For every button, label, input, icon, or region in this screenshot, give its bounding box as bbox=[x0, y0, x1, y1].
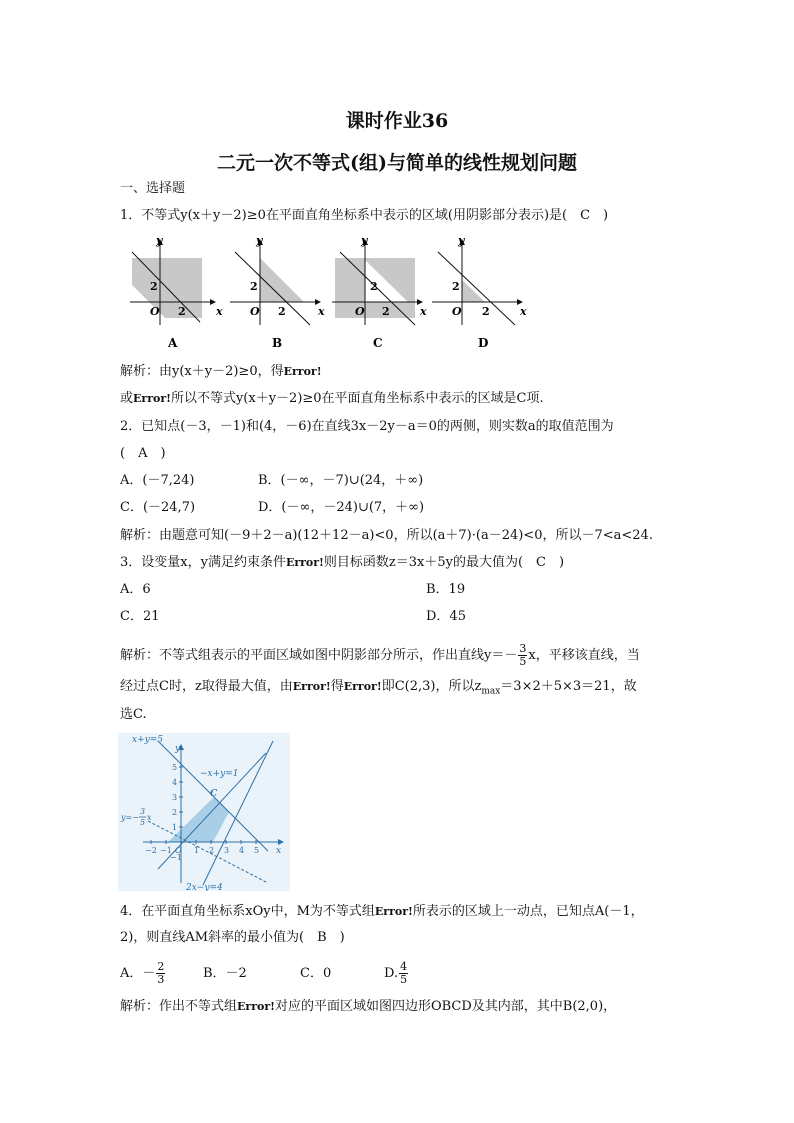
label-y-eq-neg-num: 3 bbox=[140, 807, 146, 816]
q1-graph-c-x-label: x bbox=[420, 305, 427, 318]
q3-option-d: D．45 bbox=[426, 609, 466, 624]
q3-analysis-2-b: 得 bbox=[330, 679, 344, 694]
q1-option-label-a: A bbox=[168, 336, 178, 350]
q1-graph-a-origin: O bbox=[150, 305, 160, 318]
x-tick-3: 3 bbox=[224, 846, 230, 855]
fraction bbox=[156, 961, 165, 986]
q1-graph-d-shade bbox=[462, 280, 485, 302]
q1-graph-b-line bbox=[235, 252, 310, 325]
q2-analysis: 解析：由题意可知(－9＋2－a)(12＋12－a)<0，所以(a＋7)·(a－24)<0，所以－7<a<24. bbox=[120, 528, 653, 543]
y-tick-2: 2 bbox=[172, 808, 178, 817]
q4-analysis-post: 对应的平面区域如图四边形OBCD及其内部，其中B(2,0)， bbox=[274, 999, 617, 1014]
q3-analysis-line-1 bbox=[120, 643, 640, 668]
q4-stem-1-pre: 4．在平面直角坐标系xOy中，M为不等式组 bbox=[120, 904, 375, 919]
q3-option-b: B．19 bbox=[426, 582, 466, 597]
q1-graph-a-x-tick: 2 bbox=[178, 305, 186, 318]
error-text: Error! bbox=[133, 392, 171, 405]
label-point-c: C bbox=[210, 789, 218, 799]
q1-option-label-d: D bbox=[478, 336, 489, 350]
label-neg-x-plus-y-eq-1: −x+y=1 bbox=[200, 769, 239, 779]
q1-option-label-c: C bbox=[373, 336, 383, 350]
q1-graph-b-y-tick: 2 bbox=[250, 280, 258, 293]
q1-graph-d bbox=[432, 240, 522, 325]
page-subtitle: 二元一次不等式(组)与简单的线性规划问题 bbox=[217, 152, 577, 174]
q1-analysis-line-1 bbox=[120, 363, 322, 381]
q1-graph-d-y-tick: 2 bbox=[452, 280, 460, 293]
q1-analysis-2-pre: 或 bbox=[120, 391, 134, 406]
x-tick-1: 1 bbox=[194, 846, 200, 855]
label-y-eq-neg-post: x bbox=[147, 813, 152, 822]
q4-stem-line-2: 2)，则直线AM斜率的最小值为( B ) bbox=[120, 930, 345, 945]
q1-graph-b-x-tick: 2 bbox=[278, 305, 286, 318]
q4-analysis-pre: 解析：作出不等式组 bbox=[120, 999, 238, 1014]
q2-option-d: D．(－∞，－24)∪(7，＋∞) bbox=[258, 500, 425, 515]
fraction-numerator: 4 bbox=[400, 960, 408, 973]
q1-analysis-2-post: 所以不等式y(x＋y－2)≥0在平面直角坐标系中表示的区域是C项. bbox=[170, 391, 544, 406]
q1-analysis-1-text: 解析：由y(x＋y－2)≥0，得 bbox=[120, 364, 284, 379]
q1-graph-b-x-label: x bbox=[318, 305, 325, 318]
y-tick-3: 3 bbox=[172, 793, 178, 802]
q1-graph-a-x-label: x bbox=[216, 305, 223, 318]
q1-graph-a bbox=[130, 240, 215, 325]
q2-answer: ( A ) bbox=[120, 446, 166, 461]
subscript-max: max bbox=[481, 686, 501, 697]
q2-stem: 2．已知点(－3，－1)和(4，－6)在直线3x－2y－a＝0的两侧，则实数a的取值范围为 bbox=[120, 419, 614, 434]
q3-option-c: C．21 bbox=[120, 609, 160, 624]
q3-option-a: A．6 bbox=[120, 582, 151, 597]
error-text: Error! bbox=[374, 905, 413, 918]
label-x-plus-y-eq-5: x+y=5 bbox=[132, 735, 163, 745]
x-tick-2: 2 bbox=[209, 846, 215, 855]
q4-option-c: C．0 bbox=[300, 966, 332, 981]
q1-graph-d-line bbox=[438, 252, 515, 325]
y-tick-5: 5 bbox=[172, 763, 178, 772]
label-y-eq-neg-pre: y=− bbox=[121, 813, 139, 822]
q4-option-a bbox=[120, 961, 166, 986]
q3-analysis-2-a: 经过点C时，z取得最大值，由 bbox=[120, 679, 293, 694]
fraction bbox=[518, 643, 527, 668]
q1-graph-b bbox=[230, 240, 320, 325]
q1-graph-c-y-tick: 2 bbox=[370, 280, 378, 293]
q4-stem-1-post: 所表示的区域上一动点，已知点A(－1， bbox=[412, 904, 644, 919]
q3-analysis-1-pre: 解析：不等式组表示的平面区域如图中阴影部分所示，作出直线y＝－ bbox=[120, 648, 518, 663]
q1-graph-a-y-tick: 2 bbox=[150, 280, 158, 293]
q4-option-d bbox=[384, 961, 409, 986]
label-x-axis: x bbox=[276, 846, 282, 856]
q1-stem: 1．不等式y(x＋y－2)≥0在平面直角坐标系中表示的区域(用阴影部分表示)是( C ) bbox=[120, 208, 609, 223]
q1-graph-c-x-tick: 2 bbox=[382, 305, 390, 318]
section-title: 一、选择题 bbox=[120, 181, 186, 196]
q4-option-a-pre: A．－ bbox=[120, 966, 156, 981]
label-y-eq-neg-den: 5 bbox=[140, 818, 146, 827]
fraction bbox=[399, 961, 408, 986]
q1-graph-b-shade bbox=[260, 258, 304, 302]
q1-graph-d-origin: O bbox=[452, 305, 462, 318]
q1-graph-c-origin: O bbox=[355, 305, 365, 318]
q1-option-label-b: B bbox=[272, 336, 283, 350]
q1-option-graphs bbox=[120, 230, 540, 355]
y-tick-1: 1 bbox=[172, 823, 178, 832]
q3-stem-pre: 3．设变量x，y满足约束条件 bbox=[120, 555, 286, 570]
q1-graph-a-y-label: y bbox=[156, 234, 163, 247]
y-tick-4: 4 bbox=[172, 778, 178, 787]
label-2x-minus-y-eq-4: 2x−y=4 bbox=[186, 883, 223, 891]
q3-analysis-2-c: 即C(2,3)，所以z bbox=[381, 679, 482, 694]
q1-graph-b-origin: O bbox=[250, 305, 260, 318]
q3-stem-post: 则目标函数z＝3x＋5y的最大值为( C ) bbox=[323, 555, 565, 570]
error-text: Error! bbox=[292, 680, 331, 693]
q1-graph-d-x-label: x bbox=[520, 305, 527, 318]
fraction-denominator: 5 bbox=[519, 655, 527, 668]
q1-graph-b-y-label: y bbox=[256, 234, 263, 247]
label-y-axis: y bbox=[175, 744, 181, 754]
q2-option-b: B．(－∞，－7)∪(24，＋∞) bbox=[258, 473, 424, 488]
error-text: Error! bbox=[283, 365, 322, 378]
fraction-numerator: 3 bbox=[519, 642, 527, 655]
origin-label: O bbox=[175, 846, 182, 855]
q4-option-d-pre: D. bbox=[384, 966, 399, 981]
q1-graph-d-y-label: y bbox=[458, 234, 465, 247]
x-tick-neg1: −1 bbox=[160, 846, 172, 855]
q2-option-a: A．(－7,24) bbox=[120, 473, 195, 488]
error-text: Error! bbox=[285, 556, 324, 569]
x-tick-5: 5 bbox=[254, 846, 260, 855]
error-text: Error! bbox=[237, 1000, 275, 1013]
q3-stem bbox=[120, 554, 564, 572]
q4-analysis bbox=[120, 998, 616, 1016]
q1-analysis-line-2 bbox=[120, 390, 544, 408]
page-title: 课时作业36 bbox=[345, 110, 449, 132]
fraction-denominator: 3 bbox=[157, 973, 165, 986]
x-tick-neg2: −2 bbox=[145, 846, 157, 855]
error-text: Error! bbox=[343, 680, 382, 693]
q3-analysis-line-3: 选C. bbox=[120, 707, 147, 722]
fraction-denominator: 5 bbox=[400, 973, 408, 986]
x-tick-4: 4 bbox=[239, 846, 245, 855]
q3-analysis-1-post: x，平移该直线，当 bbox=[528, 648, 640, 663]
q4-option-b: B．－2 bbox=[203, 966, 247, 981]
q4-stem-line-1 bbox=[120, 903, 644, 921]
q1-graph-c-y-label: y bbox=[361, 234, 368, 247]
q3-analysis-2-d: ＝3×2＋5×3＝21，故 bbox=[500, 679, 637, 694]
fraction-numerator: 2 bbox=[157, 960, 165, 973]
q1-graph-d-x-tick: 2 bbox=[482, 305, 490, 318]
q3-feasible-region-graph bbox=[118, 733, 290, 891]
y-tick-neg1: −1 bbox=[170, 853, 182, 862]
q2-option-c: C．(－24,7) bbox=[120, 500, 196, 515]
q3-analysis-line-2 bbox=[120, 678, 637, 701]
